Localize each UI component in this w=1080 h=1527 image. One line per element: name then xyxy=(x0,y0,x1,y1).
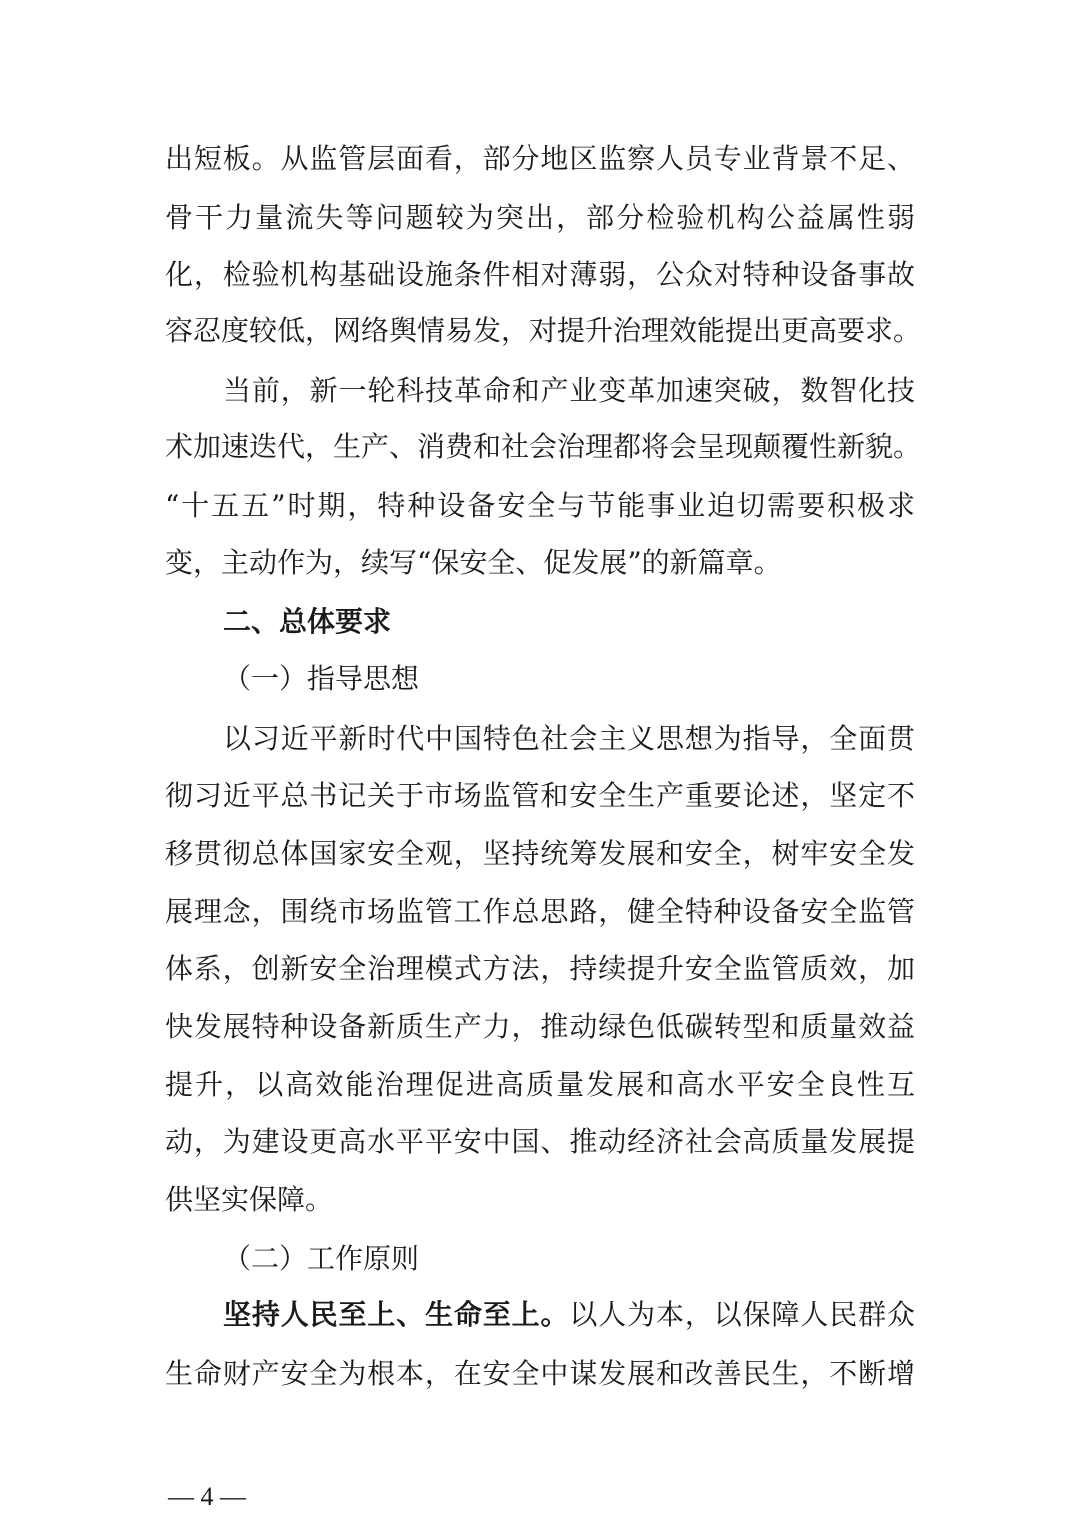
body-text-line: 化，检验机构基础设施条件相对薄弱，公众对特种设备事故 xyxy=(165,258,915,291)
body-text-line: 容忍度较低，网络舆情易发，对提升治理效能提出更高要求。 xyxy=(165,314,922,347)
page-number: — 4 — xyxy=(168,1482,246,1511)
body-text-line: 动，为建设更高水平平安中国、推动经济社会高质量发展提 xyxy=(165,1125,915,1158)
subsection-heading: （二）工作原则 xyxy=(223,1242,420,1275)
principle-lead: 坚持人民至上、生命至上。 xyxy=(223,1298,570,1331)
body-text-line: 以习近平新时代中国特色社会主义思想为指导，全面贯 xyxy=(223,722,915,755)
body-text-line: 体系，创新安全治理模式方法，持续提升安全监管质效，加 xyxy=(165,952,915,985)
body-text-line xyxy=(223,1296,915,1334)
body-text-line: 提升，以高效能治理促进高质量发展和高水平安全良性互 xyxy=(165,1068,915,1101)
body-text-line: “十五五”时期，特种设备安全与节能事业迫切需要积极求 xyxy=(165,489,915,522)
body-text-line: 快发展特种设备新质生产力，推动绿色低碳转型和质量效益 xyxy=(165,1010,915,1043)
body-text-line: 骨干力量流失等问题较为突出，部分检验机构公益属性弱 xyxy=(165,201,915,234)
body-text-line: 供坚实保障。 xyxy=(165,1183,334,1216)
subsection-heading: （一）指导思想 xyxy=(223,662,420,695)
body-text-line: 出短板。从监管层面看，部分地区监察人员专业背景不足、 xyxy=(165,142,915,175)
body-text-line: 当前，新一轮科技革命和产业变革加速突破，数智化技 xyxy=(223,374,915,407)
body-text-line: 彻习近平总书记关于市场监管和安全生产重要论述，坚定不 xyxy=(165,779,915,812)
body-text-line: 移贯彻总体国家安全观，坚持统筹发展和安全，树牢安全发 xyxy=(165,837,915,870)
principle-text: 以人为本，以保障人民群众 xyxy=(569,1298,915,1331)
body-text-line: 展理念，围绕市场监管工作总思路，健全特种设备安全监管 xyxy=(165,895,915,928)
body-text-line: 生命财产安全为根本，在安全中谋发展和改善民生，不断增 xyxy=(165,1357,915,1390)
section-heading: 二、总体要求 xyxy=(223,605,392,638)
body-text-line: 术加速迭代，生产、消费和社会治理都将会呈现颠覆性新貌。 xyxy=(165,430,922,463)
body-text-line: 变，主动作为，续写“保安全、促发展”的新篇章。 xyxy=(165,546,782,579)
